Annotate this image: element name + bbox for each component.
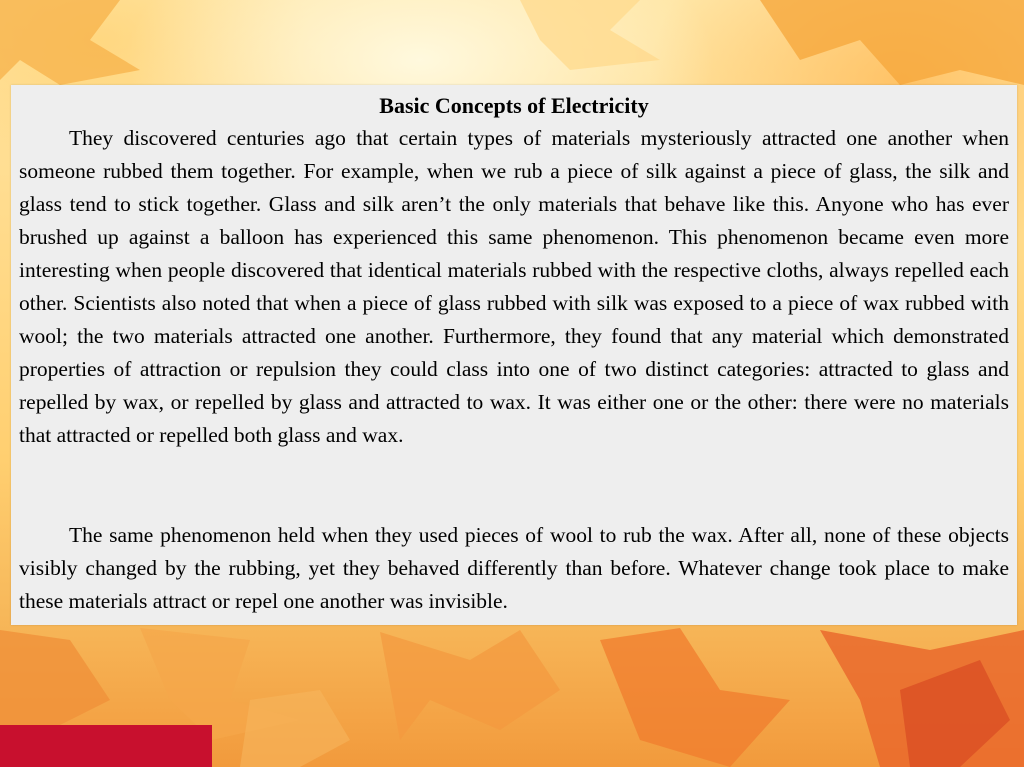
- body-paragraph-1: They discovered centuries ago that certain types of materials mysteriously attracted one another when someone rubbed them together. For example, when we rub a piece of silk against a piece of glass, the silk and glass tend to stick together. Glass and silk aren’t the only materials that behave like this. Anyone who has ever brushed up against a balloon has experienced this same phenomenon. This phenomenon became even more interesting when people discovered that identical materials rubbed with the respective cloths, always repelled each other. Scientists also noted that when a piece of glass rubbed with silk was exposed to a piece of wax rubbed with wool; the two materials attracted one another. Furthermore, they found that any material which demonstrated properties of attraction or repulsion they could class into one of two distinct categories: attracted to glass and repelled by wax, or repelled by glass and attracted to wax. It was either one or the other: there were no materials that attracted or repelled both glass and wax.: [19, 126, 1009, 447]
- leaf-bottom-center: [240, 690, 350, 767]
- leaf-top-left: [0, 0, 140, 85]
- leaf-bottom-mid: [380, 630, 560, 740]
- leaf-bottom-left: [0, 630, 110, 725]
- leaf-top-mid: [520, 0, 660, 70]
- leaf-bottom-mid-2: [600, 628, 790, 767]
- footer-accent-bar: [0, 725, 212, 767]
- leaf-top-right: [760, 0, 1024, 85]
- content-box: [11, 85, 1017, 625]
- body-paragraph-2: The same phenomenon held when they used pieces of wool to rub the wax. After all, none of these objects visibly changed by the rubbing, yet they behaved differently than before. Whatever change took place to make these materials attract or repel one another was invisible.: [19, 523, 1009, 613]
- slide-title: Basic Concepts of Electricity: [379, 93, 649, 118]
